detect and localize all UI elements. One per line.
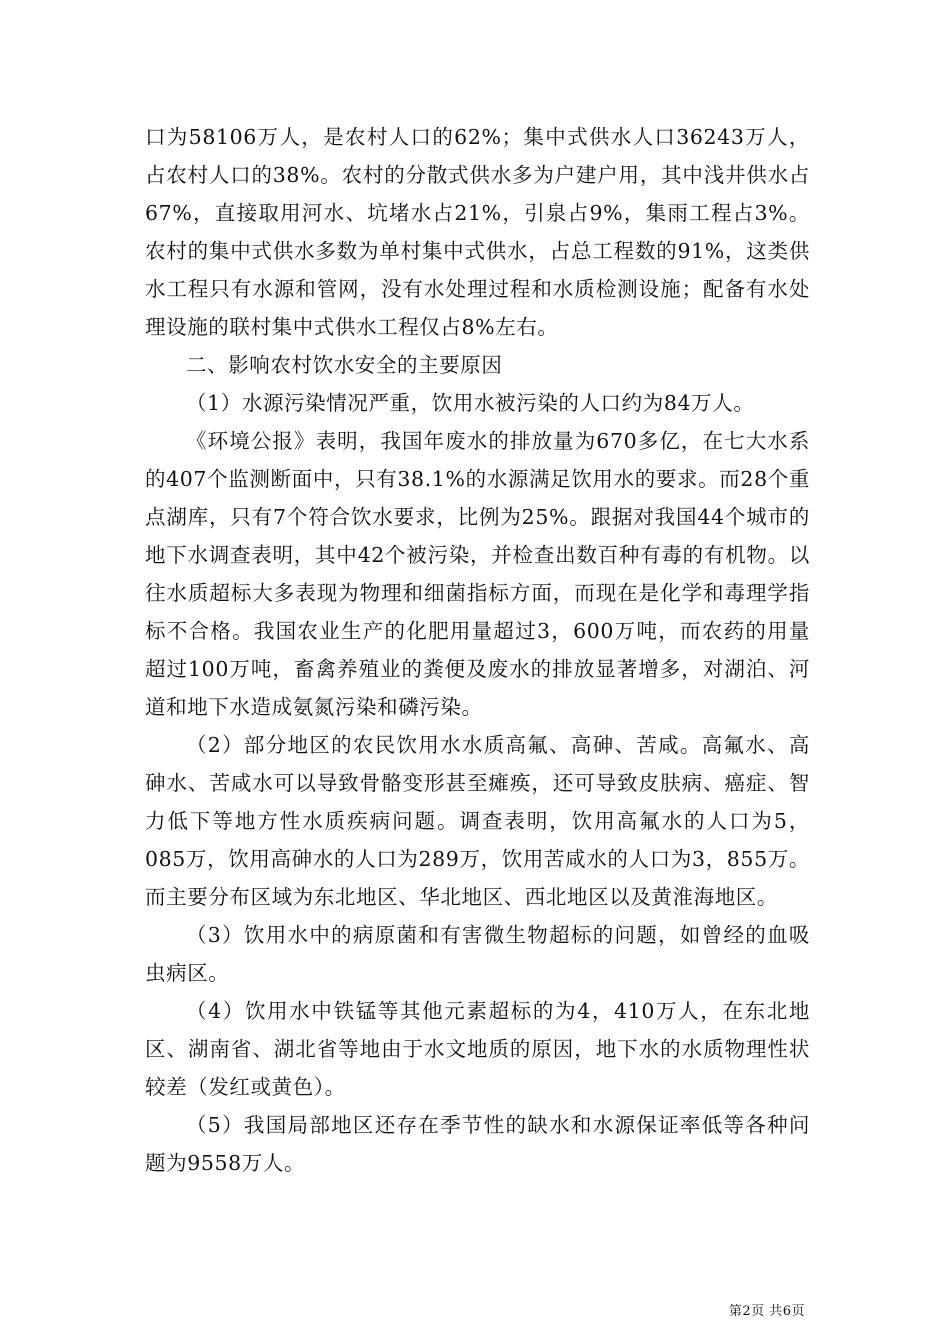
page-number: 第2页 共6页 <box>728 1304 805 1319</box>
paragraph-point-4: （4）饮用水中铁锰等其他元素超标的为4，410万人，在东北地区、湖南省、湖北省等地由于水文地质的原因，地下水的水质物理性状较差（发红或黄色）。 <box>145 999 810 1099</box>
paragraph-point-5: （5）我国局部地区还存在季节性的缺水和水源保证率低等各种问题为9558万人。 <box>145 1113 810 1175</box>
paragraph-point-2: （2）部分地区的农民饮用水水质高氟、高砷、苦咸。高氟水、高砷水、苦咸水可以导致骨骼变形甚至瘫痪，还可导致皮肤病、癌症、智力低下等地方性水质疾病问题。调查表明，饮用高氟水的人口为5，085万，饮用高砷水的人口为289万，饮用苦咸水的人口为3，855万。而主要分布区域为东北地区、华北地区、西北地区以及黄淮海地区。 <box>145 733 810 909</box>
paragraph-environment-report: 《环境公报》表明，我国年废水的排放量为670多亿，在七大水系的407个监测断面中，只有38.1%的水源满足饮用水的要求。而28个重点湖库，只有7个符合饮水要求，比例为25%。跟据对我国44个城市的地下水调查表明，其中42个被污染，并检查出数百种有毒的有机物。以往水质超标大多表现为物理和细菌指标方面，而现在是化学和毒理学指标不合格。我国农业生产的化肥用量超过3，600万吨，而农药的用量超过100万吨，畜禽养殖业的粪便及废水的排放显著增多，对湖泊、河道和地下水造成氨氮污染和磷污染。 <box>145 429 810 719</box>
paragraph-point-1: （1）水源污染情况严重，饮用水被污染的人口约为84万人。 <box>186 391 755 415</box>
paragraph-1: 口为58106万人，是农村人口的62%；集中式供水人口36243万人，占农村人口的38%。农村的分散式供水多为户建户用，其中浅井供水占67%，直接取用河水、坑堵水占21%，引泉占9%，集雨工程占3%。农村的集中式供水多数为单村集中式供水，占总工程数的91%，这类供水工程只有水源和管网，没有水处理过程和水质检测设施；配备有水处理设施的联村集中式供水工程仅占8%左右。 <box>145 125 810 339</box>
section-heading: 二、影响农村饮水安全的主要原因 <box>186 353 503 377</box>
body-text <box>145 118 810 1182</box>
paragraph-point-3: （3）饮用水中的病原菌和有害微生物超标的问题，如曾经的血吸虫病区。 <box>145 923 810 985</box>
